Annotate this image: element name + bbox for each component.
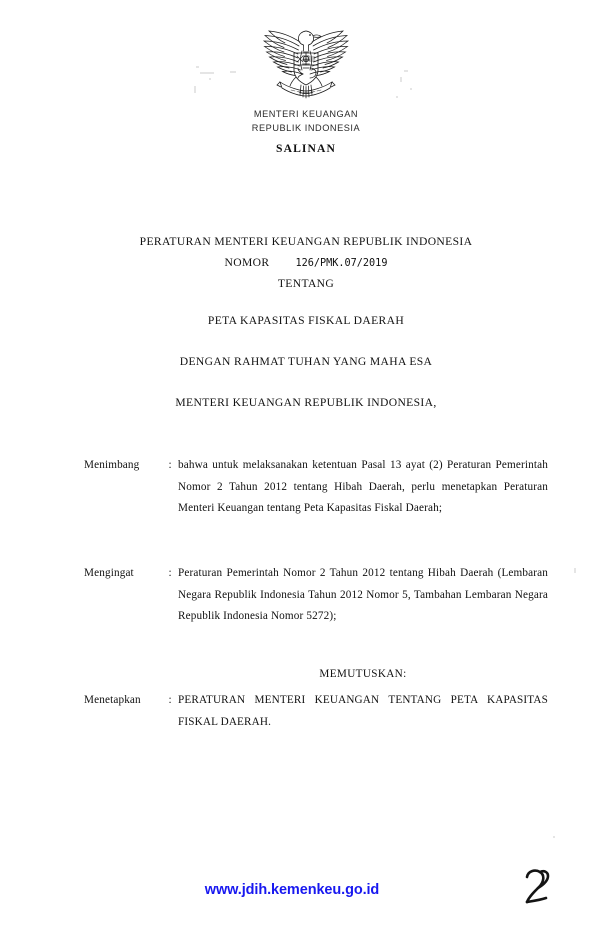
garuda-pancasila-emblem [254,22,358,106]
clause-menimbang-label: Menimbang [84,459,140,471]
regulation-number-row [64,252,548,274]
clause-menimbang-body: bahwa untuk melaksanakan ketentuan Pasal 13 ayat (2) Peraturan Pemerintah Nomor 2 Tahun 2012 tentang Hibah Daerah, perlu menetapkan Peraturan Menteri Keuangan tentang Peta Kapasitas Fiskal Daerah; [178,459,548,515]
clause-mengingat-separator: : [168,567,172,579]
scan-speckle [553,836,555,838]
regulation-number-label: NOMOR [224,256,270,269]
clause-menetapkan-body: PERATURAN MENTERI KEUANGAN TENTANG PETA KAPASITAS FISKAL DAERAH. [178,694,548,728]
regulation-title-block [64,232,548,294]
ministry-name-line-2: REPUBLIK INDONESIA [251,123,361,134]
regulation-subject: PETA KAPASITAS FISKAL DAERAH [207,314,405,327]
ministry-name-line-1: MENTERI KEUANGAN [253,109,359,119]
clause-menetapkan-separator: : [168,694,172,706]
clause-menetapkan-label: Menetapkan [84,694,141,706]
regulation-title: PERATURAN MENTERI KEUANGAN REPUBLIK INDONESIA [139,235,473,248]
clause-menimbang [84,455,548,520]
clause-mengingat-body: Peraturan Pemerintah Nomor 2 Tahun 2012 tentang Hibah Daerah (Lembaran Negara Republik Indonesia Tahun 2012 Nomor 5, Tambahan Lembaran Negara Republik Indonesia Nomor 5272); [178,567,548,623]
tentang-heading: TENTANG [277,277,335,290]
clause-mengingat-label: Mengingat [84,567,134,579]
issuing-authority-line: MENTERI KEUANGAN REPUBLIK INDONESIA, [175,396,437,409]
clause-mengingat [84,563,548,628]
regulation-number-value: 126/PMK.07/2019 [295,258,388,269]
letterhead [0,22,612,155]
clause-menimbang-separator: : [168,459,172,471]
decision-heading: MEMUTUSKAN: [319,668,407,680]
copy-stamp-salinan: SALINAN [276,141,336,155]
scan-speckle [574,568,576,573]
clause-menetapkan [84,690,548,733]
invocation-line: DENGAN RAHMAT TUHAN YANG MAHA ESA [179,355,433,368]
jdih-footer-url[interactable]: www.jdih.kemenkeu.go.id [204,882,380,898]
